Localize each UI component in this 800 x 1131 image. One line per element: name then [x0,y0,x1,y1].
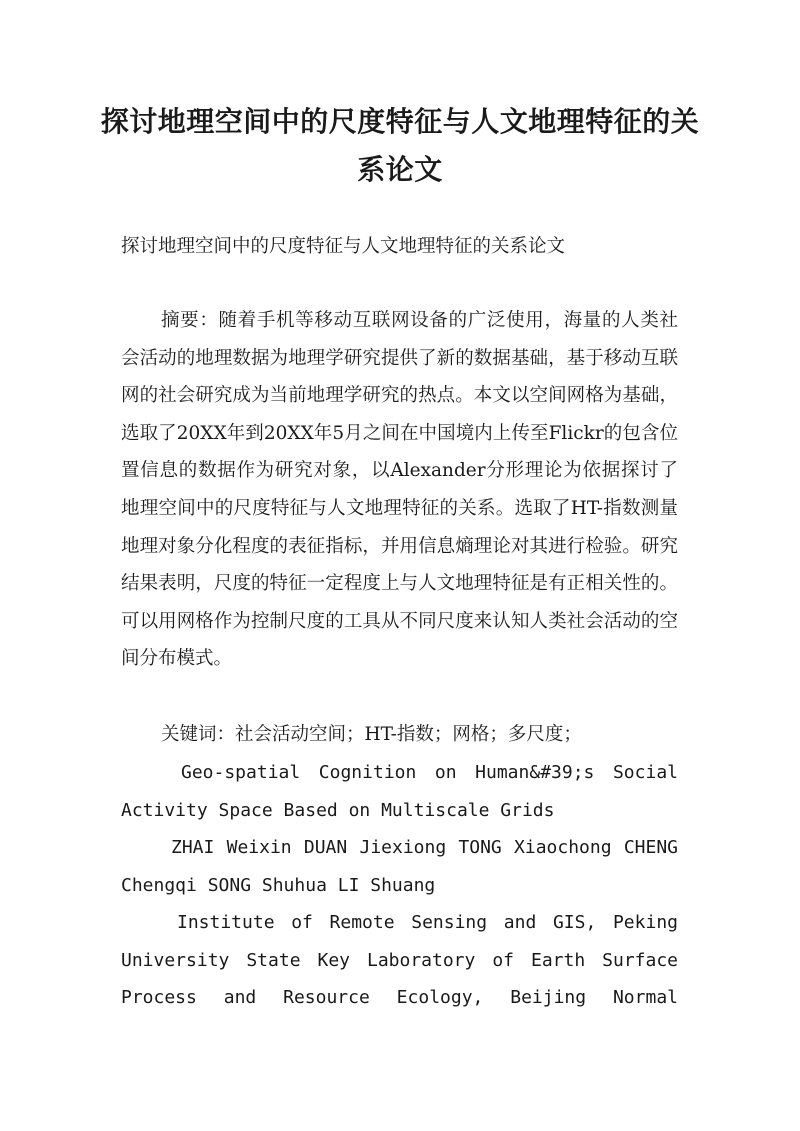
abstract-paragraph: 摘要：随着手机等移动互联网设备的广泛使用，海量的人类社会活动的地理数据为地理学研究提供了新的数据基础，基于移动互联网的社会研究成为当前地理学研究的热点。本文以空间网格为基础，选取了20XX年到20XX年5月之间在中国境内上传至Flickr的包含位置信息的数据作为研究对象，以Alexander分形理论为依据探讨了地理空间中的尺度特征与人文地理特征的关系。选取了HT-指数测量地理对象分化程度的表征指标，并用信息熵理论对其进行检验。研究结果表明，尺度的特征一定程度上与人文地理特征是有正相关性的。可以用网格作为控制尺度的工具从不同尺度来认知人类社会活动的空间分布模式。 [121,310,678,670]
english-authors: ZHAI Weixin DUAN Jiexiong TONG Xiaochong CHENG Chengqi SONG Shuhua LI Shuang [121,837,678,896]
keywords-line: 关键词：社会活动空间；HT-指数；网格；多尺度； [161,724,582,745]
document-subtitle: 探讨地理空间中的尺度特征与人文地理特征的关系论文 [121,236,566,257]
english-title: Geo-spatial Cognition on Human&#39;s Social Activity Space Based on Multiscale Grids [121,762,678,821]
english-affiliation: Institute of Remote Sensing and GIS, Peking University State Key Laboratory of Earth Surface Process and Resource Ecology, Beijing Normal [121,912,678,1009]
document-title: 探讨地理空间中的尺度特征与人文地理特征的关系论文 [100,105,700,186]
